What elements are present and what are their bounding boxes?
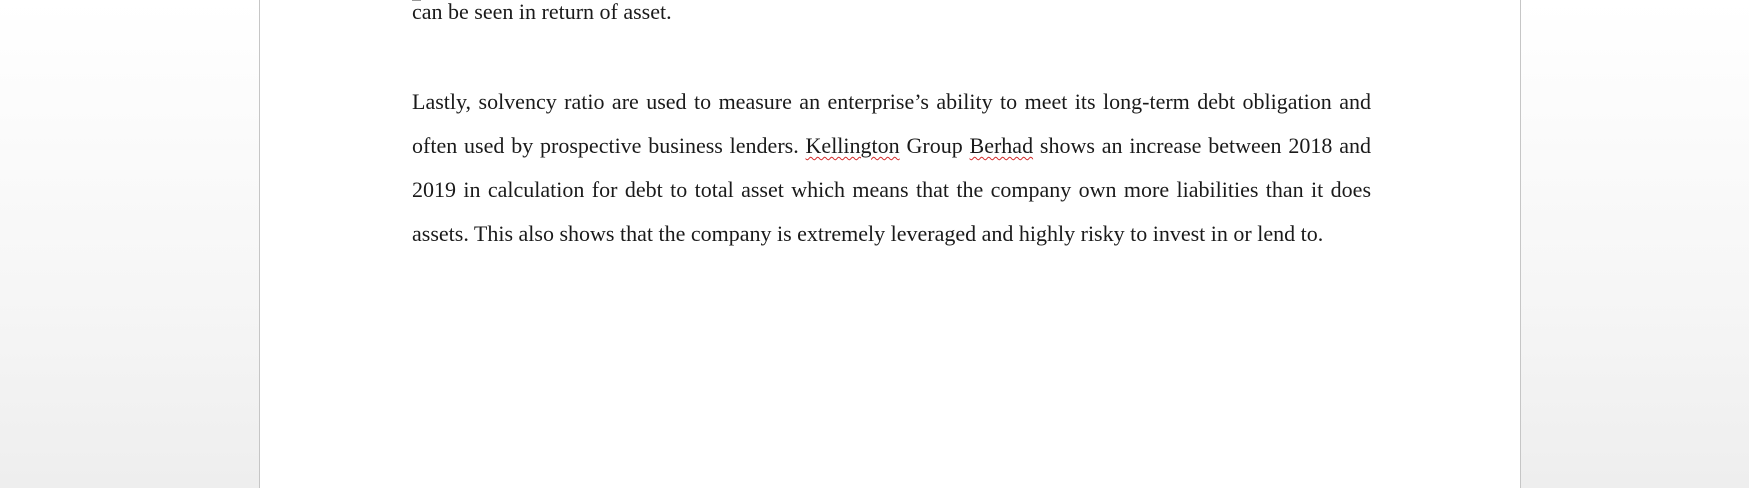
spellcheck-flagged-word[interactable]: Kellington bbox=[805, 133, 900, 158]
spellcheck-flagged-word[interactable]: Berhad bbox=[969, 133, 1034, 158]
previous-paragraph-last-line: can be seen in return of asset. bbox=[412, 0, 672, 24]
body-paragraph[interactable] bbox=[412, 80, 1371, 256]
paragraph-text-part2: Group bbox=[899, 133, 970, 158]
paragraph-text-part1: Lastly, solvency ratio are used to measure an enterprise’s ability to meet its long-term debt obligation and often used by prospective business lenders. bbox=[412, 89, 1371, 158]
document-page bbox=[259, 0, 1521, 488]
paragraph-text-part3: shows an increase between 2018 and 2019 in calculation for debt to total asset which means that the company own more liabilities than it does assets. This also shows that the company is extremely leveraged and highly risky to invest in or lend to. bbox=[412, 133, 1371, 246]
